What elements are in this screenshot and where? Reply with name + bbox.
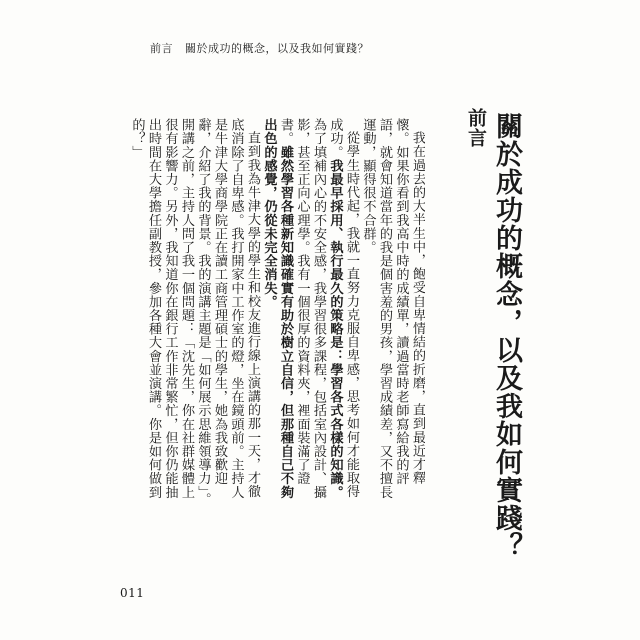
paragraph-2 [260, 118, 359, 508]
paragraph-3: 直到我為牛津大學的學生和校友進行線上演講的那一天，才徹底消除了自卑感。我打開家中工作室的燈，坐在鏡頭前。主持人是牛津大學商學院正在讀工商管理碩士的學生，她為我致歡迎辭，介紹了我的背景。我的演講主題是「如何展示思維領導力」。開講之前，主持人問了我一個問題：「沈先生，你在社群媒體上很有影響力。另外，我知道你在銀行工作非常繁忙，但你仍能抽出時間在大學擔任副教授，參加各種大會並演講。你是如何做到的？」 [129, 118, 260, 506]
running-head-section: 前言 [150, 42, 173, 55]
paragraph-2-emphasis-2: 雖然學習各種新知識確實有助於樹立自信，但那種自己不夠出色的感覺，仍從未完全消失。 [261, 118, 293, 499]
paragraph-2-part-1: 從學生時代起，我就一直努力克服自卑感，思考如何才能取得成功。 [327, 118, 359, 499]
body-text [95, 118, 425, 508]
paragraph-2-part-2: 為了填補內心的不安全感，我學習很多課程，包括室內設計、攝影，甚至正向心理學。我有一個很厚的資料夾，裡面裝滿了證書。 [278, 118, 326, 499]
running-head [150, 40, 369, 56]
running-head-title: 關於成功的概念，以及我如何實踐？ [185, 42, 369, 55]
paragraph-1: 我在過去的大半生中，飽受自卑情結的折磨，直到最近才釋懷。如果你看到我高中時的成績單，讀過當時老師寫給我的評語，就會知道當年的我是個害羞的男孩，學習成績差，又不擅長運動，顯得很不合群。 [360, 118, 425, 499]
chapter-label: 前言 [465, 108, 487, 148]
paragraph-2-emphasis-1: 我最早採用、執行最久的策略是：學習各式各樣的知識。 [327, 158, 343, 499]
chapter-title: 關於成功的概念，以及我如何實踐？ [491, 112, 522, 560]
page-number: 011 [120, 586, 145, 600]
